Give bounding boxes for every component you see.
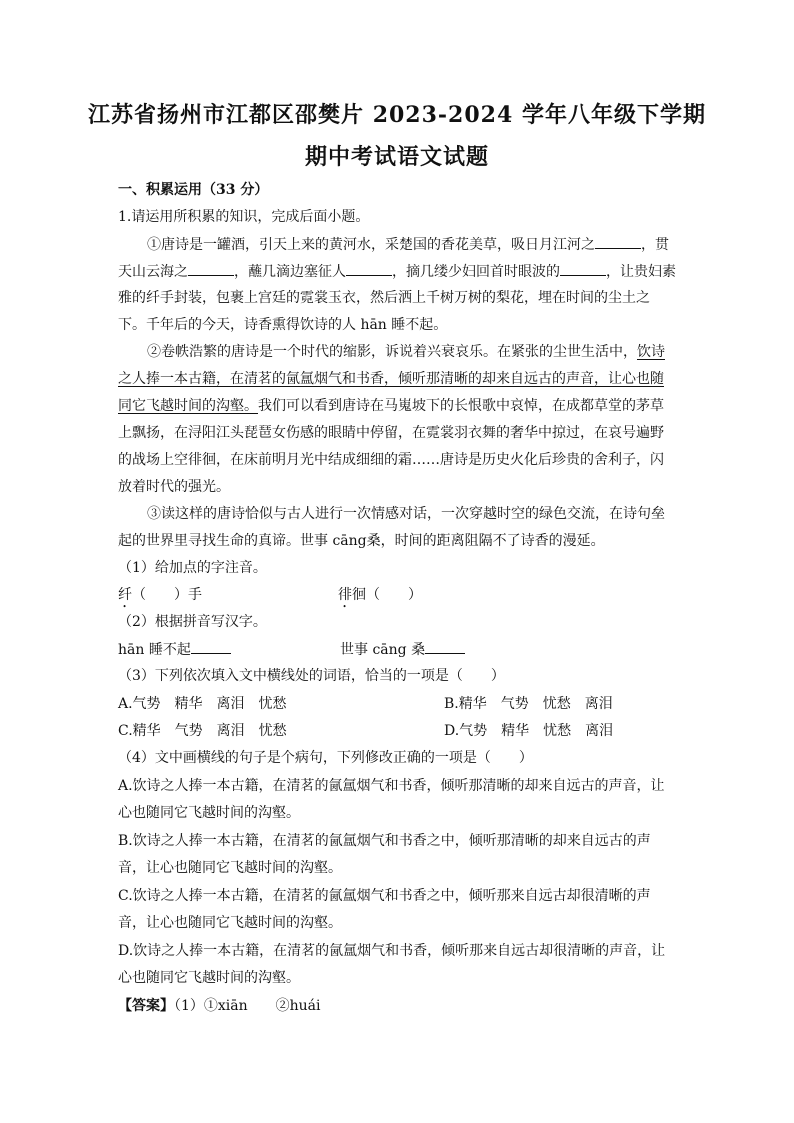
para2-text: 我们可以看到唐诗在马嵬坡下的长恨歌中哀悼，在成都草堂的茅草 <box>258 398 664 414</box>
para1-text: ，贯 <box>641 237 669 253</box>
answer-line <box>118 996 321 1016</box>
para1-text: ，让贵妇素 <box>606 264 676 280</box>
answer-text: （1）①xiān ②huái <box>174 998 321 1014</box>
item-text: （ ）手 <box>132 587 202 603</box>
subquestion-4: （4）文中画横线的句子是个病句，下列修改正确的一项是（ ） <box>118 750 533 766</box>
document-title-line1: 江苏省扬州市江都区邵樊片 2023-2024 学年八年级下学期 <box>88 102 706 128</box>
dotted-char: 纤 <box>118 587 132 603</box>
para1-text: ①唐诗是一罐酒，引天上来的黄河水，采楚国的香花美草，吸日月江河之 <box>147 237 595 253</box>
document-title-line2: 期中考试语文试题 <box>304 144 489 170</box>
option-a: A.气势 精华 离泪 忧愁 <box>118 696 287 712</box>
para3-line2: 起的世界里寻找生命的真谛。世事 cāng桑，时间的距离阻隔不了诗香的漫延。 <box>118 533 605 549</box>
option-d-line1: D.饮诗之人捧一本古籍，在清茗的氤氲烟气和书香，倾听那来自远古却很清晰的声音，让 <box>118 943 666 959</box>
item-text: 世事 cāng 桑 <box>340 642 426 658</box>
fill-blank <box>191 639 231 654</box>
option-b: B.精华 气势 忧愁 离泪 <box>444 696 613 712</box>
option-c-line1: C.饮诗之人捧一本古籍，在清茗的氤氲烟气和书香之中，倾听那来自远古却很清晰的声 <box>118 888 651 904</box>
fill-blank <box>425 639 465 654</box>
fill-blank-1 <box>595 234 641 249</box>
para3-line1: ③读这样的唐诗恰似与古人进行一次情感对话，一次穿越时空的绿色交流，在诗句垒 <box>147 506 665 522</box>
answer-label: 【答案】 <box>118 998 174 1014</box>
para1-line4: 下。千年后的今天，诗香熏得饮诗的人 hān 睡不起。 <box>118 317 448 333</box>
option-a-line1: A.饮诗之人捧一本古籍，在清茗的氤氲烟气和书香，倾听那清晰的却来自远古的声音，让 <box>118 778 665 794</box>
para1-text: ，蘸几滴边塞征人 <box>234 264 346 280</box>
para1-line1 <box>147 234 669 255</box>
subquestion-1-item-a <box>118 585 202 611</box>
subquestion-3: （3）下列依次填入文中横线处的词语，恰当的一项是（ ） <box>118 668 505 684</box>
option-d-line2: 心也随同它飞越时间的沟壑。 <box>118 970 300 986</box>
fill-blank-3 <box>346 261 392 276</box>
item-text: 徊（ ） <box>352 587 422 603</box>
dotted-char: 徘 <box>338 587 352 603</box>
para1-line2 <box>118 261 676 282</box>
para1-text: 天山云海之 <box>118 264 188 280</box>
option-a-line2: 心也随同它飞越时间的沟壑。 <box>118 805 300 821</box>
option-b-line1: B.饮诗之人捧一本古籍，在清茗的氤氲烟气和书香之中，倾听那清晰的却来自远古的声 <box>118 833 651 849</box>
option-c-line2: 音，让心也随同它飞越时间的沟壑。 <box>118 915 342 931</box>
option-d: D.气势 精华 忧愁 离泪 <box>444 723 614 739</box>
para2-line3 <box>118 396 664 416</box>
subquestion-2-item-a <box>118 639 231 660</box>
subquestion-2: （2）根据拼音写汉字。 <box>118 614 267 630</box>
para2-line5: 的战场上空徘徊，在床前明月光中结成细细的霜……唐诗是历史火化后珍贵的舍利子，闪 <box>118 452 664 468</box>
fill-blank-4 <box>560 261 606 276</box>
fill-blank-2 <box>188 261 234 276</box>
option-b-line2: 音，让心也随同它飞越时间的沟壑。 <box>118 860 342 876</box>
para2-line1 <box>147 342 665 362</box>
item-text: hān 睡不起 <box>118 642 191 658</box>
para2-line6: 放着时代的强光。 <box>118 479 230 495</box>
underlined-sentence: 饮诗 <box>637 344 665 360</box>
para2-line4: 上飘扬，在浔阳江头琵琶女伤感的眼睛中停留，在霓裳羽衣舞的奢华中掠过，在哀号遍野 <box>118 425 664 441</box>
subquestion-2-item-b <box>340 639 465 660</box>
para1-line3: 雅的纤手封装，包裹上宫廷的霓裳玉衣，然后洒上千树万树的梨花，埋在时间的尘土之 <box>118 290 650 306</box>
subquestion-1: （1）给加点的字注音。 <box>118 560 267 576</box>
para2-text: ②卷帙浩繁的唐诗是一个时代的缩影，诉说着兴衰哀乐。在紧张的尘世生活中， <box>147 344 637 360</box>
para2-line2: 之人捧一本古籍，在清茗的氤氲烟气和书香，倾听那清晰的却来自远古的声音，让心也随 <box>118 371 664 387</box>
question-intro: 1.请运用所积累的知识，完成后面小题。 <box>118 209 370 225</box>
section-heading: 一、积累运用（33 分） <box>118 182 269 198</box>
para1-text: ，摘几缕少妇回首时眼波的 <box>392 264 560 280</box>
subquestion-1-item-b <box>338 585 422 611</box>
option-c: C.精华 气势 离泪 忧愁 <box>118 723 287 739</box>
underlined-sentence: 同它飞越时间的沟壑。 <box>118 398 258 414</box>
